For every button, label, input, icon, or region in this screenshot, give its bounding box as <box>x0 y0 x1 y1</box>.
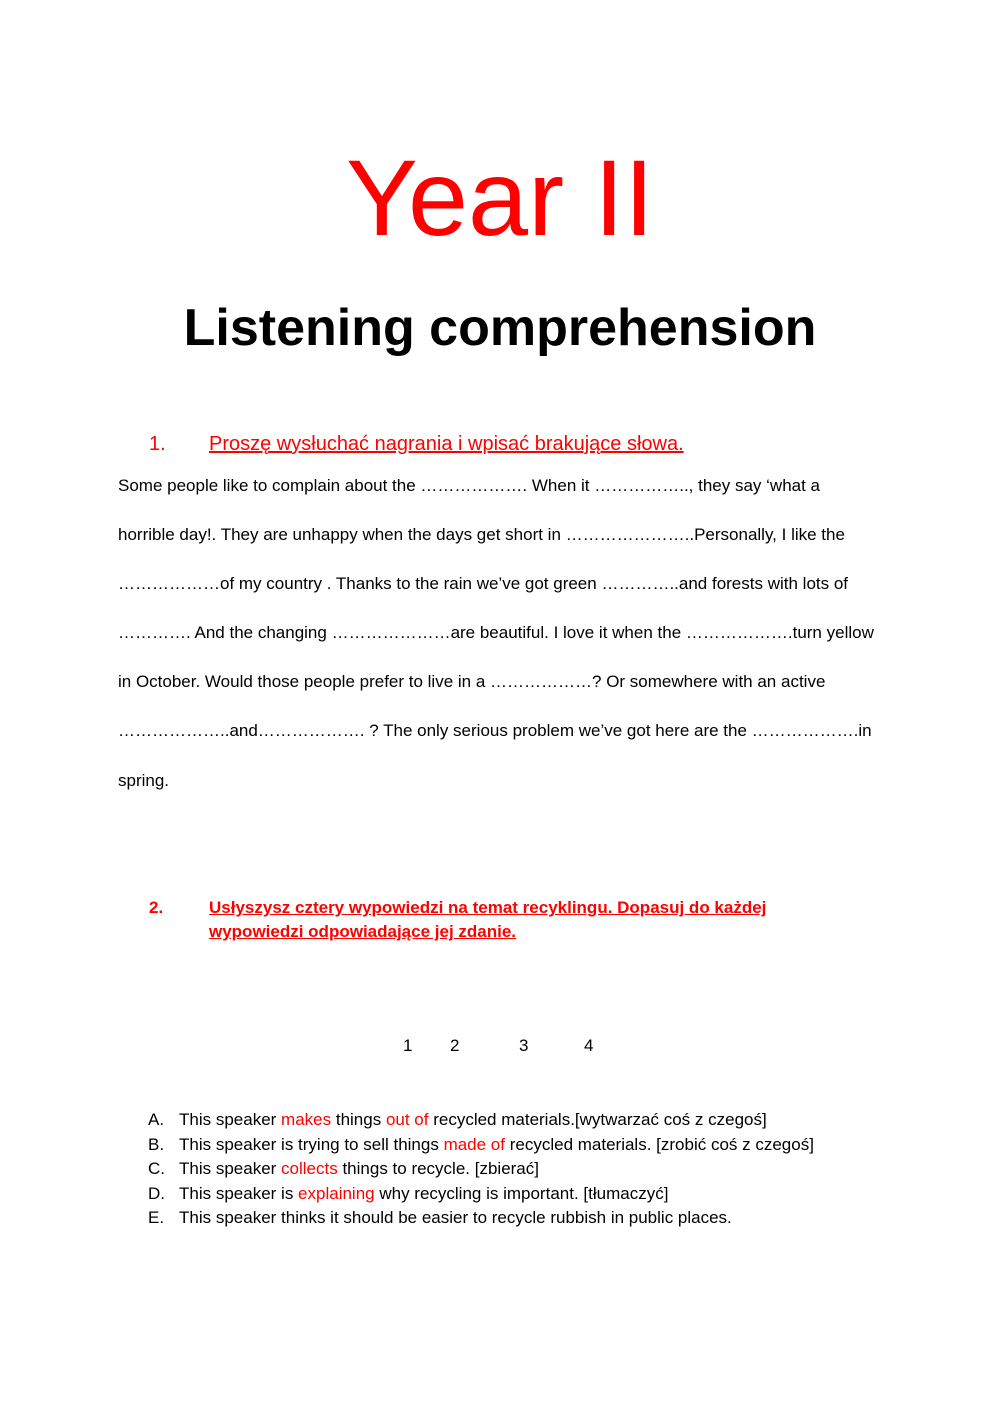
option-letter: C. <box>148 1159 165 1178</box>
speaker-number: 4 <box>584 1036 594 1055</box>
gap-fill-line: spring. <box>118 771 170 790</box>
option-text: This speaker <box>179 1110 282 1129</box>
option-item <box>148 1206 814 1231</box>
option-text: This speaker thinks it should be easier to recycle rubbish in public places. <box>179 1208 732 1227</box>
option-text: recycled materials.[wytwarzać coś z czegoś] <box>428 1110 767 1129</box>
option-item <box>148 1157 814 1182</box>
option-letter: D. <box>148 1183 165 1203</box>
option-text: This speaker is <box>179 1183 299 1203</box>
option-keyword: out of <box>385 1110 429 1129</box>
option-item <box>148 1182 814 1207</box>
option-text: things <box>331 1110 386 1129</box>
option-letter: B. <box>148 1134 165 1154</box>
option-keyword: explaining <box>298 1183 375 1203</box>
option-letter: E. <box>148 1208 165 1227</box>
option-item <box>148 1108 814 1133</box>
option-text: why recycling is important. [tłumaczyć] <box>374 1183 669 1203</box>
page-subtitle: Listening comprehension <box>183 299 817 357</box>
option-keyword: made of <box>443 1134 505 1154</box>
task-2-number: 2. <box>149 898 164 917</box>
option-keyword: makes <box>281 1110 332 1129</box>
gap-fill-line: ………………of my country . Thanks to the rain we’ve got green …………..and forests with lots of <box>118 574 849 593</box>
option-letter: A. <box>148 1110 165 1129</box>
gap-fill-line: in October. Would those people prefer to live in a ………………? Or somewhere with an active <box>118 672 826 691</box>
gap-fill-line: Some people like to complain about the ………………. When it …………….., they say ‘what a <box>118 476 821 495</box>
gap-fill-line: ………………..and………………. ? The only serious problem we’ve got here are the ……………….in <box>118 721 872 740</box>
speaker-number: 3 <box>519 1036 529 1055</box>
option-text: recycled materials. [zrobić coś z czegoś] <box>505 1134 814 1154</box>
speaker-number: 2 <box>450 1036 460 1055</box>
option-list <box>148 1108 814 1231</box>
option-text: This speaker is trying to sell things <box>179 1134 444 1154</box>
task-1-instruction: Proszę wysłuchać nagrania i wpisać brakujące słowa. <box>209 433 684 455</box>
page-title: Year II <box>345 137 655 258</box>
task-1-number: 1. <box>149 433 166 455</box>
task-2-instruction: Usłyszysz cztery wypowiedzi na temat recyklingu. Dopasuj do każdej wypowiedzi odpowiadające jej zdanie. <box>209 898 767 941</box>
option-text: This speaker <box>179 1159 282 1178</box>
gap-fill-line: horrible day!. They are unhappy when the days get short in …………………..Personally, I like the <box>118 525 845 544</box>
speaker-number: 1 <box>403 1036 413 1055</box>
gap-fill-line: …………. And the changing …………………are beautiful. I love it when the ……………….turn yellow <box>118 623 874 642</box>
option-text: things to recycle. [zbierać] <box>337 1159 539 1178</box>
option-item <box>148 1133 814 1158</box>
option-keyword: collects <box>281 1159 338 1178</box>
